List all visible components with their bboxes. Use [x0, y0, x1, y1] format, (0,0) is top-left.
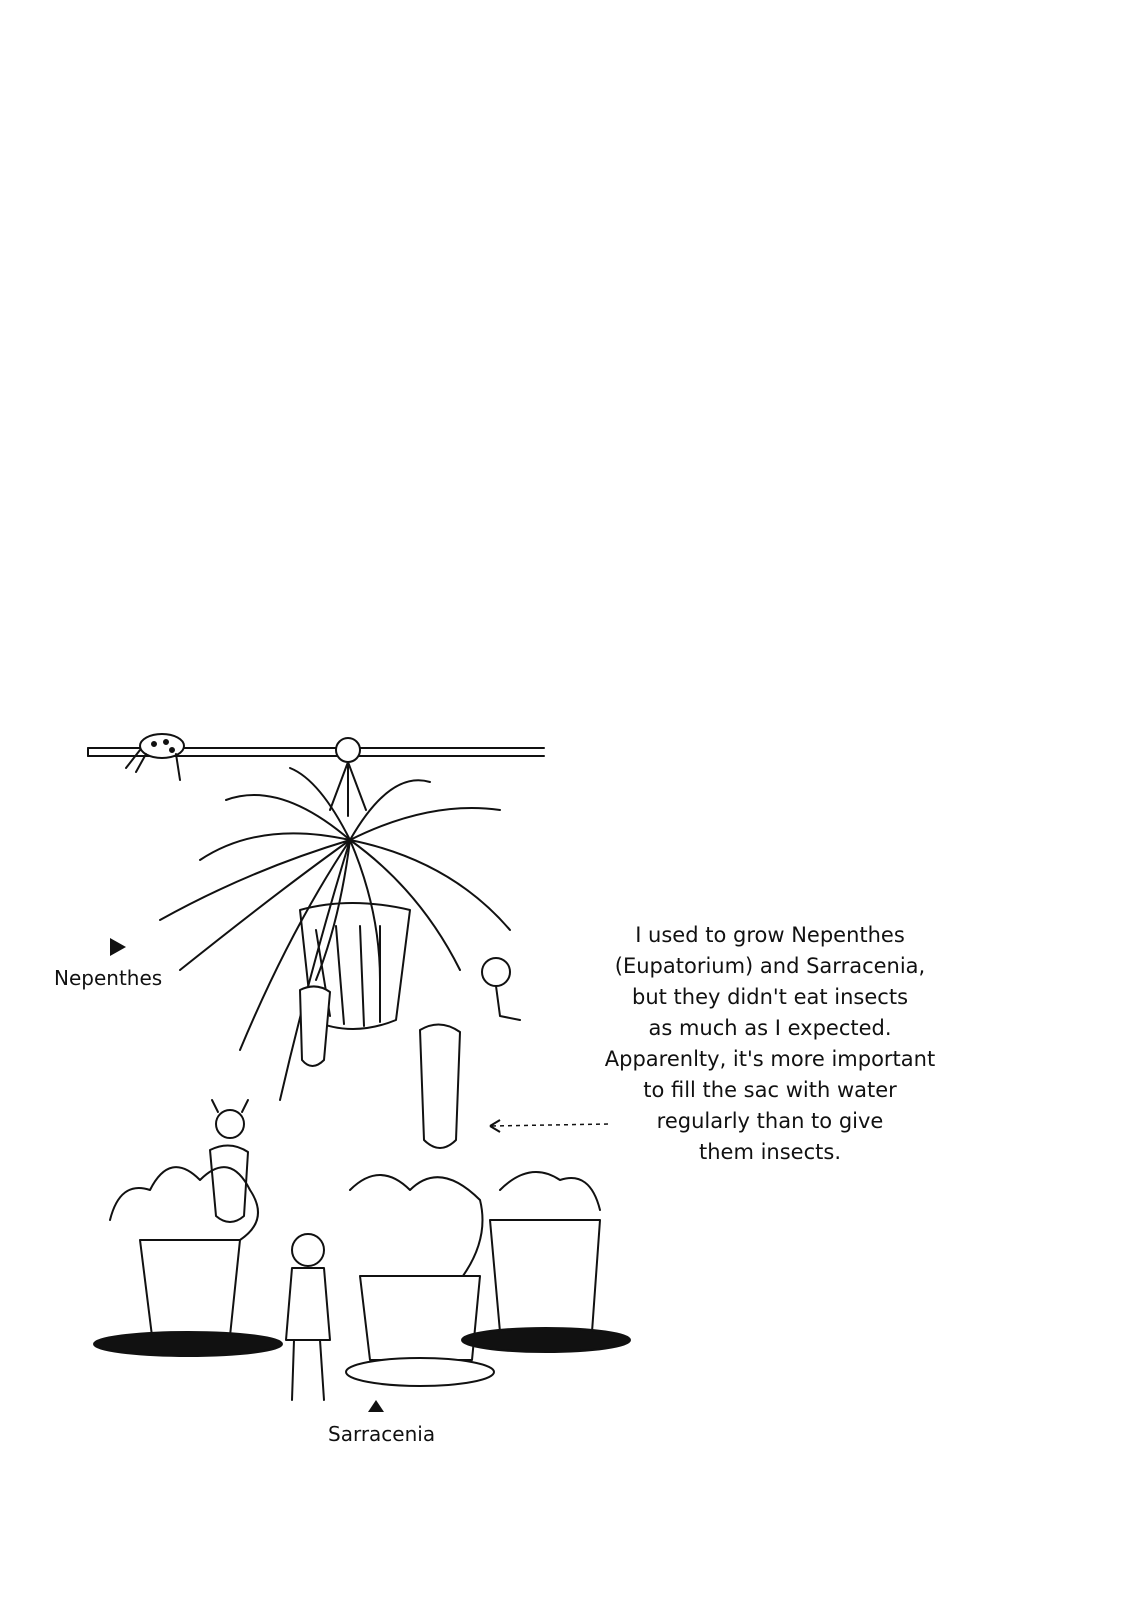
small-figure-drawing [286, 1234, 330, 1400]
note-line: I used to grow Nepenthes [635, 923, 905, 947]
note-line: Apparenlty, it's more important [604, 1047, 936, 1071]
third-pot [462, 1172, 630, 1352]
hanging-hook [330, 738, 366, 816]
nepenthes-pointer-icon [110, 938, 126, 956]
nepenthes-label: Nepenthes [54, 966, 163, 990]
note-line: them insects. [699, 1140, 841, 1164]
sarracenia-label: Sarracenia [328, 1422, 436, 1446]
note-line: but they didn't eat insects [631, 985, 909, 1009]
flytrap-pot [94, 1167, 282, 1356]
note-line: regularly than to give [656, 1109, 884, 1133]
sarracenia-pointer-icon [368, 1400, 384, 1412]
note-line: (Eupatorium) and Sarracenia, [614, 954, 926, 978]
note-line: to fill the sac with water [643, 1078, 897, 1102]
author-note [590, 920, 950, 1168]
plant-illustration [80, 720, 640, 1480]
sarracenia-pot [346, 1175, 494, 1386]
note-line: as much as I expected. [648, 1016, 892, 1040]
